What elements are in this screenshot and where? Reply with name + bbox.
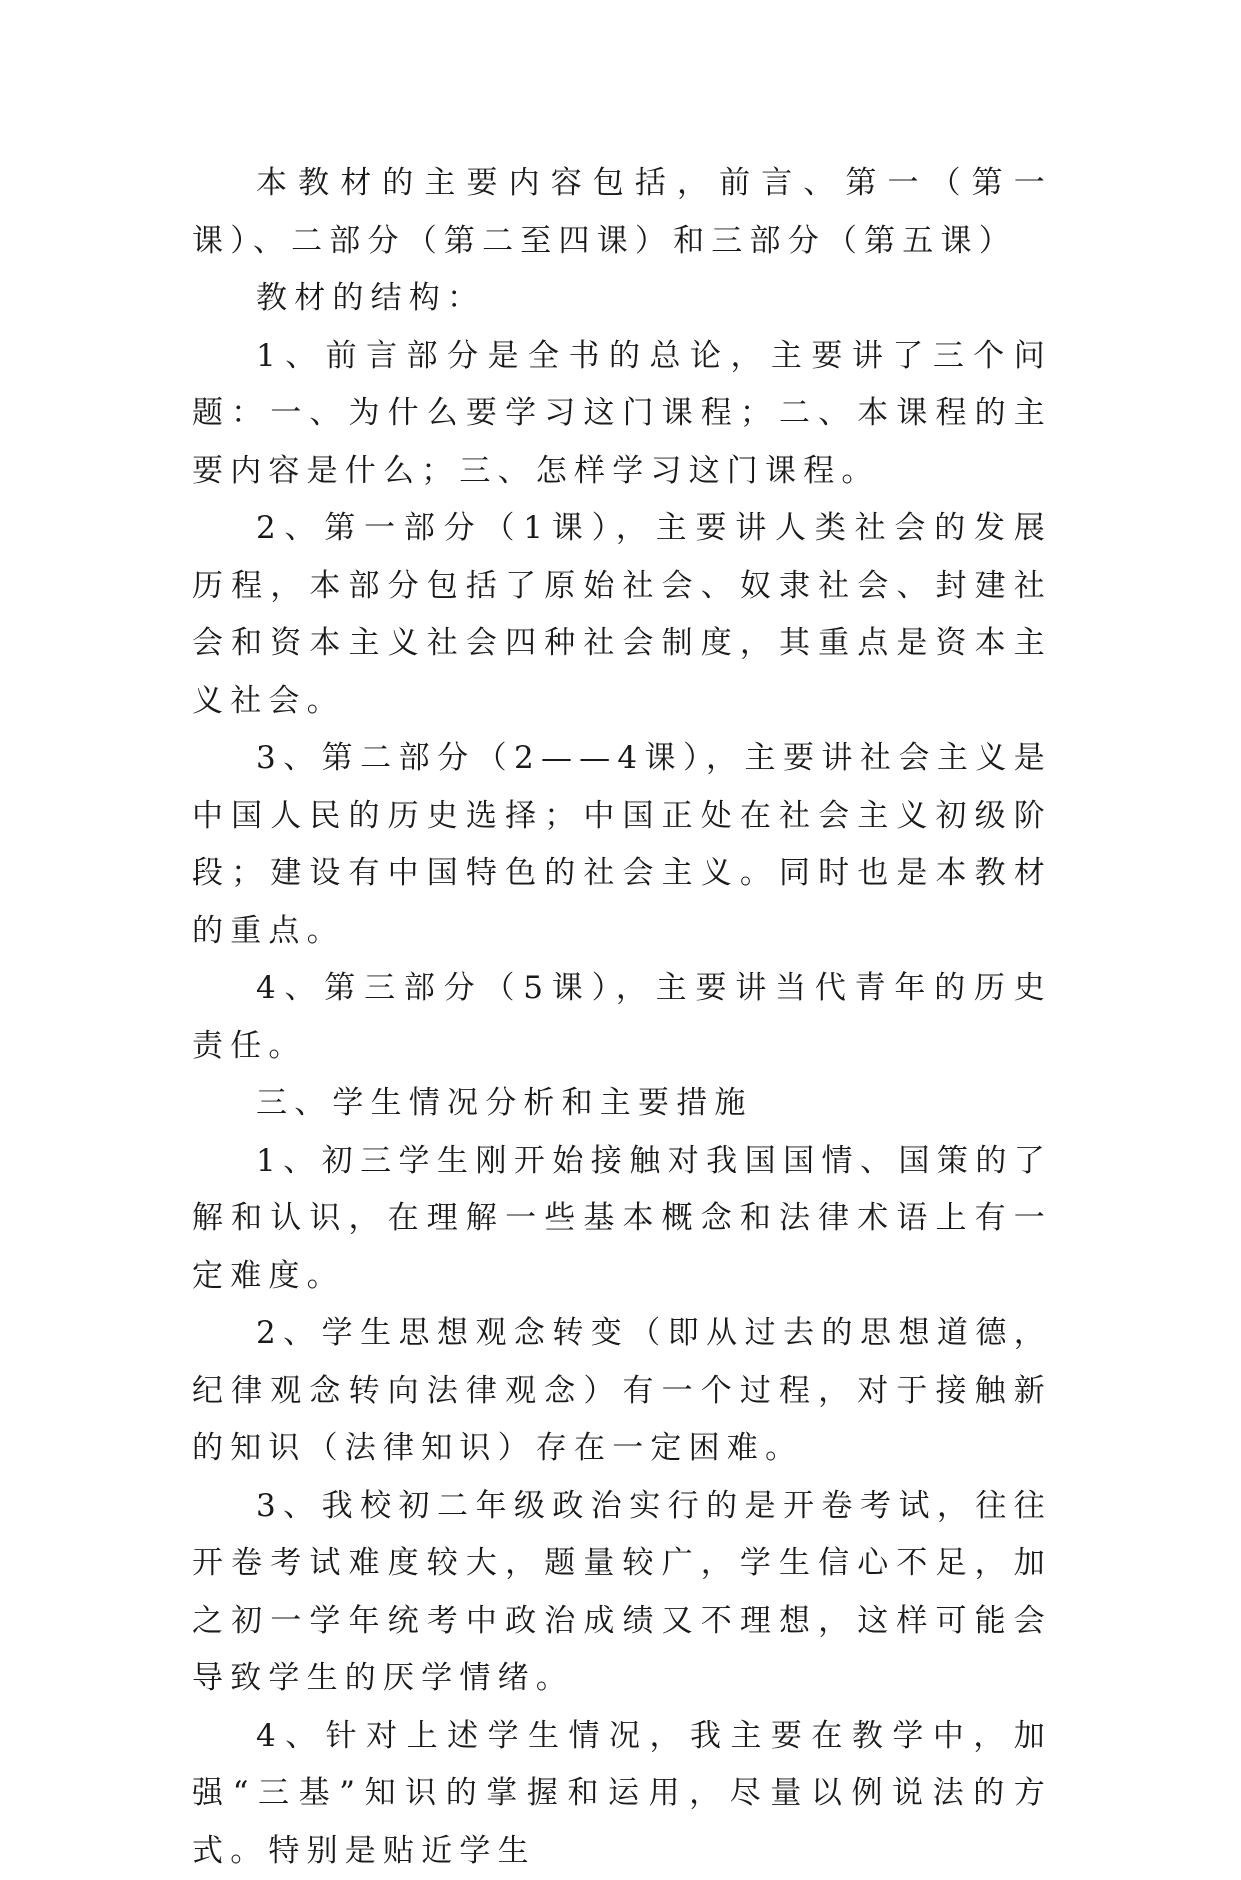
paragraph-analysis-1: 1、初三学生刚开始接触对我国国情、国策的了解和认识，在理解一些基本概念和法律术语上有一定难度。 <box>192 1133 1052 1306</box>
paragraph-part-one: 2、第一部分（1课），主要讲人类社会的发展历程，本部分包括了原始社会、奴隶社会、封建社会和资本主义社会四种社会制度，其重点是资本主义社会。 <box>192 500 1052 730</box>
paragraph-part-three: 4、第三部分（5课），主要讲当代青年的历史责任。 <box>192 960 1052 1075</box>
paragraph-analysis-4: 4、针对上述学生情况，我主要在教学中，加强“三基”知识的掌握和运用，尽量以例说法的方式。特别是贴近学生 <box>192 1708 1052 1880</box>
section-heading-student-analysis: 三、学生情况分析和主要措施 <box>192 1075 1052 1133</box>
paragraph-analysis-2: 2、学生思想观念转变（即从过去的思想道德，纪律观念转向法律观念）有一个过程，对于接触新的知识（法律知识）存在一定困难。 <box>192 1305 1052 1478</box>
paragraph-preface: 1、前言部分是全书的总论，主要讲了三个问题：一、为什么要学习这门课程；二、本课程的主要内容是什么；三、怎样学习这门课程。 <box>192 328 1052 501</box>
paragraph-analysis-3: 3、我校初二年级政治实行的是开卷考试，往往开卷考试难度较大，题量较广，学生信心不足，加之初一学年统考中政治成绩又不理想，这样可能会导致学生的厌学情绪。 <box>192 1478 1052 1708</box>
document-body <box>192 155 1052 1880</box>
paragraph-part-two: 3、第二部分（2——4课），主要讲社会主义是中国人民的历史选择；中国正处在社会主义初级阶段；建设有中国特色的社会主义。同时也是本教材的重点。 <box>192 730 1052 960</box>
paragraph-structure-heading: 教材的结构： <box>192 270 1052 328</box>
paragraph-content-intro: 本教材的主要内容包括，前言、第一（第一课）、二部分（第二至四课）和三部分（第五课） <box>192 155 1052 270</box>
